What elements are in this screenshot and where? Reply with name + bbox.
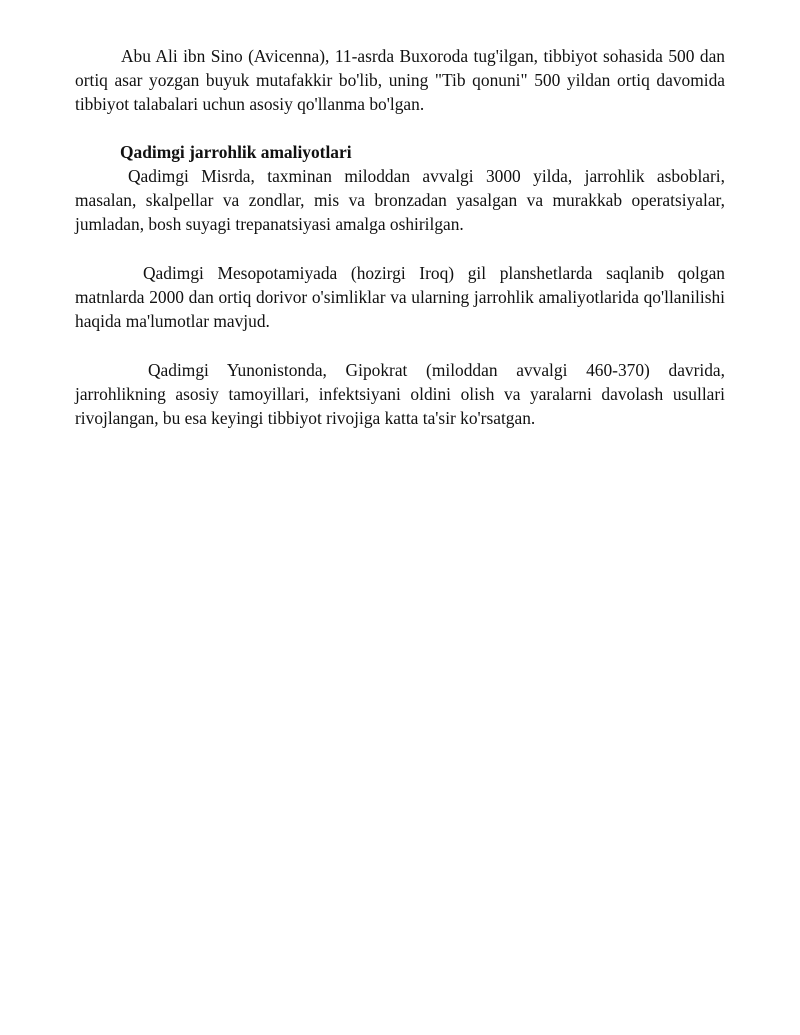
paragraph-mesopotamia: Qadimgi Mesopotamiyada (hozirgi Iroq) gil planshetlarda saqlanib qolgan matnlarda 2000 dan ortiq dorivor o'simliklar va ularning jarrohlik amaliyotlarida qo'llanilishi haqida ma'lumotlar mavjud. [75,263,725,331]
paragraph-greece: Qadimgi Yunonistonda, Gipokrat (miloddan avvalgi 460-370) davrida, jarrohlikning asosiy tamoyillari, infektsiyani oldini olish va yaralarni davolash usullari rivojlangan, bu esa keyingi tibbiyot rivojiga katta ta'sir ko'rsatgan. [75,360,725,428]
document-page [75,44,725,430]
paragraph-egypt: Qadimgi Misrda, taxminan miloddan avvalgi 3000 yilda, jarrohlik asboblari, masalan, skalpellar va zondlar, mis va bronzadan yasalgan va murakkab operatsiyalar, jumladan, bosh suyagi trepanatsiyasi amalga oshirilgan. [75,166,725,234]
section-heading: Qadimgi jarrohlik amaliyotlari [120,142,352,162]
paragraph-avicenna: Abu Ali ibn Sino (Avicenna), 11-asrda Buxoroda tug'ilgan, tibbiyot sohasida 500 dan ortiq asar yozgan buyuk mutafakkir bo'lib, uning "Tib qonuni" 500 yildan ortiq davomida tibbiyot talabalari uchun asosiy qo'llanma bo'lgan. [75,46,725,114]
